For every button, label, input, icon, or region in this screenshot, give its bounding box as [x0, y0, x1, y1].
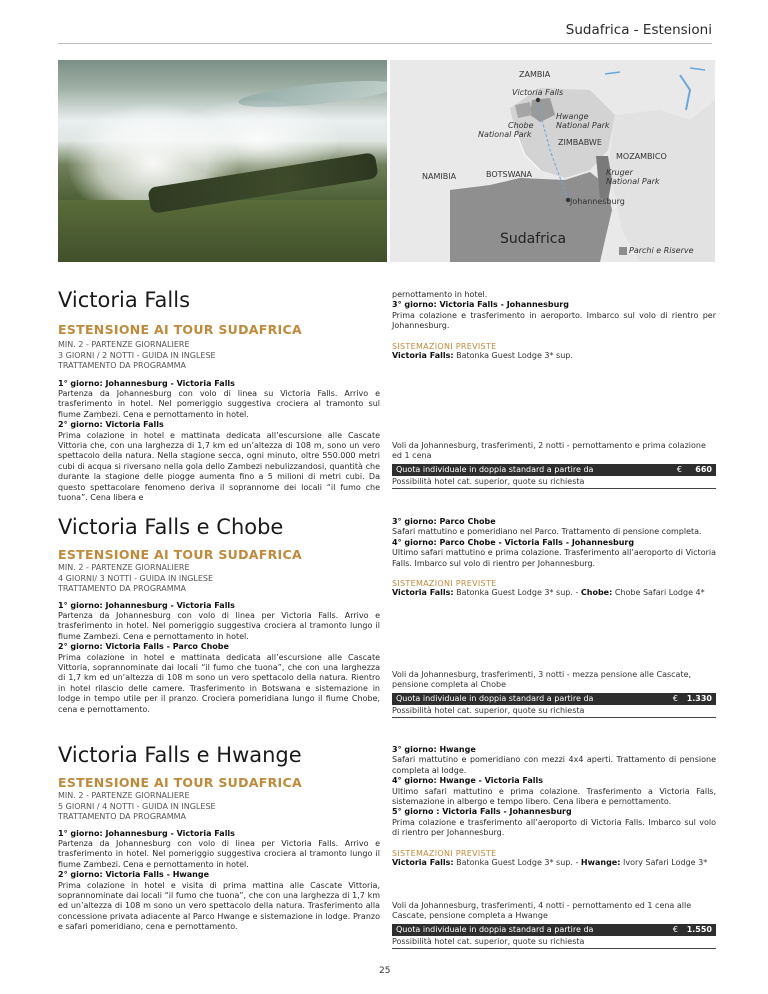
day-text: Safari mattutino e pomeridiano nel Parco. Trattamento di pensione completa.: [392, 527, 702, 537]
sist-hotel: Batonka Guest Lodge 3* sup. -: [456, 857, 581, 867]
price-label: Quota individuale in doppia standard a partire da: [396, 924, 594, 934]
day-text: Prima colazione in hotel e mattinata dedicata all’escursione alle Cascate Vittoria che, con una larghezza di 1,7 km ed un’altezza di 108 m, sono un vero spettacolo della natura. Nella stagione secca, ogni minuto, oltre 550.000 metri cubi di acqua si riversano nella gola dello Zambezi nebulizzandosi, quantità che durante la stagione delle piogge aumenta fino a 5 milioni di metri cubi. Da questo spettacolare fenomeno deriva il soprannome dei locali “il fumo che tuona”. Cena libera e: [58, 430, 380, 502]
day-text: Ultimo safari mattutino e prima colazione. Trasferimento all’aeroporto di Victoria Falls. Imbarco sul volo di rientro per Johannesburg.: [392, 548, 716, 568]
meta-line: TRATTAMENTO DA PROGRAMMA: [58, 584, 187, 593]
map-label-botswana: BOTSWANA: [486, 170, 533, 179]
day-text: Prima colazione in hotel e visita di prima mattina alle Cascate Vittoria, soprannominate dai locali “il fumo che tuona”, che con una larghezza di 1,7 km ed un’altezza di 108 m sono un vero spettacolo della natura. Trasferimento alla concessione privata adiacente al Parco Hwange e sistemazione in lodge. Pranzo e safari pomeridiano, cena e pernottamento.: [58, 880, 380, 932]
map-label-zambia: ZAMBIA: [519, 70, 551, 79]
header-divider: [58, 43, 712, 44]
day-heading: 4° giorno: Parco Chobe - Victoria Falls - Johannesburg: [392, 537, 635, 547]
day-heading: 2° giorno: Victoria Falls - Parco Chobe: [58, 642, 229, 652]
day-text: Prima colazione in hotel e mattinata dedicata all’escursione alle Cascate Vittoria, soprannominate dai locali “il fumo che tuona”, che con una larghezza di 1,7 km ed un’altezza di 108 m sono un vero spettacolo della natura. Rientro in hotel rilascio delle camere. Trasferimento in Botswana e sistemazione in lodge in tempo utile per il pranzo. Crociera pomeridiana lungo il fiume Chobe, cena e pernottamento.: [58, 652, 380, 714]
victoria-falls-photo: [58, 60, 387, 262]
meta-line: TRATTAMENTO DA PROGRAMMA: [58, 361, 187, 370]
meta-line: 3 GIORNI / 2 NOTTI - GUIDA IN INGLESE: [58, 350, 216, 360]
price-box: [392, 670, 716, 718]
day-text: Partenza da Johannesburg con volo di linea su Victoria Falls. Arrivo e trasferimento in hotel. Nel pomeriggio suggestiva crociera al tramonto sul fiume Zambezi. Cena e pernottamento in hotel.: [58, 388, 380, 419]
sistemazioni-heading: SISTEMAZIONI PREVISTE: [392, 579, 497, 589]
meta-line: MIN. 2 - PARTENZE GIORNALIERE: [58, 563, 190, 572]
section-title: Victoria Falls: [58, 288, 191, 312]
legend-swatch: [619, 247, 627, 255]
map-label-zimbabwe: ZIMBABWE: [558, 138, 602, 147]
day-heading: 5° giorno : Victoria Falls - Johannesburg: [392, 807, 572, 817]
section-subtitle: ESTENSIONE AI TOUR SUDAFRICA: [58, 322, 302, 337]
sistemazioni-heading: SISTEMAZIONI PREVISTE: [392, 848, 497, 858]
price-label: Quota individuale in doppia standard a partire da: [396, 693, 594, 703]
sist-place: Victoria Falls:: [392, 857, 454, 867]
section-subtitle: ESTENSIONE AI TOUR SUDAFRICA: [58, 775, 302, 790]
price-label: Quota individuale in doppia standard a partire da: [396, 464, 594, 474]
day-heading: 2° giorno: Victoria Falls - Hwange: [58, 870, 210, 880]
day-heading: 1° giorno: Johannesburg - Victoria Falls: [58, 378, 235, 388]
map-label-kruger-1: Kruger: [606, 168, 633, 177]
map-label-chobe-1: Chobe: [508, 121, 534, 130]
map-label-chobe-2: National Park: [478, 130, 532, 139]
price-currency: €: [672, 693, 678, 703]
sist-place: Victoria Falls:: [392, 350, 454, 360]
day-heading: 4° giorno: Hwange - Victoria Falls: [392, 776, 544, 786]
price-box: [392, 901, 716, 949]
sist-hotel: Ivory Safari Lodge 3*: [622, 857, 708, 867]
sist-hotel: Chobe Safari Lodge 4*: [614, 588, 705, 598]
day-text: Prima colazione e trasferimento in aeroporto. Imbarco sul volo di rientro per Johannesburg.: [392, 310, 716, 331]
sist-hotel: Batonka Guest Lodge 3* sup. -: [456, 588, 581, 598]
map-label-mozambico: MOZAMBICO: [616, 152, 667, 161]
map-label-sudafrica: Sudafrica: [500, 231, 567, 247]
price-description: Voli da Johannesburg, trasferimenti, 2 notti - pernottamento e prima colazione ed 1 cena: [392, 441, 706, 461]
day-heading: 1° giorno: Johannesburg - Victoria Falls: [58, 600, 235, 610]
day-text: Ultimo safari mattutino e prima colazione. Trasferimento a Victoria Falls, sistemazione in albergo e tempo libero. Cena libera e pernottamento.: [392, 786, 716, 807]
map-label-namibia: NAMIBIA: [422, 172, 457, 181]
day-heading: 3° giorno: Hwange: [392, 745, 476, 754]
price-description: Voli da Johannesburg, trasferimenti, 4 notti - pernottamento ed 1 cena alle Cascate, pensione completa a Hwange: [392, 901, 692, 921]
price-value: 660: [695, 464, 712, 474]
price-box: [392, 441, 716, 489]
day-text: Prima colazione e trasferimento all’aeroporto di Victoria Falls. Imbarco sul volo di rientro per Johannesburg.: [392, 817, 716, 838]
price-note: Possibilità hotel cat. superior, quote su richiesta: [392, 705, 716, 718]
region-map: [390, 60, 715, 262]
map-legend-label: Parchi e Riserve: [629, 246, 694, 255]
section-title: Victoria Falls e Hwange: [58, 743, 302, 767]
sist-place: Hwange:: [580, 857, 621, 867]
price-value: 1.550: [686, 924, 712, 934]
meta-line: 4 GIORNI/ 3 NOTTI - GUIDA IN INGLESE: [58, 573, 214, 583]
sist-place: Chobe:: [580, 588, 613, 598]
sistemazioni-heading: SISTEMAZIONI PREVISTE: [392, 341, 497, 351]
day-heading: 2° giorno: Victoria Falls: [58, 420, 164, 430]
map-label-victoria-falls: Victoria Falls: [512, 88, 564, 97]
section-subtitle: ESTENSIONE AI TOUR SUDAFRICA: [58, 547, 302, 562]
sist-place: Victoria Falls:: [392, 588, 454, 598]
meta-line: 5 GIORNI / 4 NOTTI - GUIDA IN INGLESE: [58, 801, 216, 811]
meta-line: MIN. 2 - PARTENZE GIORNALIERE: [58, 340, 190, 349]
map-label-hwange-1: Hwange: [556, 112, 589, 121]
continued-text: pernottamento in hotel.: [392, 290, 488, 299]
page-number: 25: [379, 966, 391, 976]
price-currency: €: [672, 924, 678, 934]
section-title: Victoria Falls e Chobe: [58, 515, 284, 539]
day-heading: 3° giorno: Victoria Falls - Johannesburg: [392, 300, 569, 310]
price-value: 1.330: [686, 693, 712, 703]
day-heading: 1° giorno: Johannesburg - Victoria Falls: [58, 828, 235, 838]
meta-line: TRATTAMENTO DA PROGRAMMA: [58, 812, 187, 821]
day-text: Safari mattutino e pomeridiano con mezzi 4x4 aperti. Trattamento di pensione completa al lodge.: [392, 755, 716, 775]
page-header-title: Sudafrica - Estensioni: [565, 22, 712, 38]
price-description: Voli da Johannesburg, trasferimenti, 3 notti - mezza pensione alle Cascate, pensione completa al Chobe: [392, 670, 692, 690]
price-row: [392, 464, 716, 476]
day-text: Partenza da Johannesburg con volo di linea per Victoria Falls. Arrivo e trasferimento in hotel. Nel pomeriggio suggestiva crociera al tramonto lungo il fiume Zambezi. Cena e pernottamento in hotel.: [58, 610, 380, 641]
meta-line: MIN. 2 - PARTENZE GIORNALIERE: [58, 791, 190, 800]
map-label-hwange-2: National Park: [556, 121, 610, 130]
price-row: [392, 693, 716, 705]
sist-hotel: Batonka Guest Lodge 3* sup.: [456, 350, 573, 360]
map-label-johannesburg: Johannesburg: [570, 197, 625, 206]
day-text: Partenza da Johannesburg con volo di linea per Victoria Falls. Arrivo e trasferimento in hotel. Nel pomeriggio suggestiva crociera al tramonto lungo il fiume Zambezi. Cena e pernottamento in hotel.: [58, 838, 380, 869]
price-note: Possibilità hotel cat. superior, quote su richiesta: [392, 476, 716, 489]
price-currency: €: [676, 464, 682, 474]
day-heading: 3° giorno: Parco Chobe: [392, 517, 496, 526]
price-row: [392, 924, 716, 936]
map-label-kruger-2: National Park: [606, 177, 660, 186]
price-note: Possibilità hotel cat. superior, quote su richiesta: [392, 936, 716, 949]
